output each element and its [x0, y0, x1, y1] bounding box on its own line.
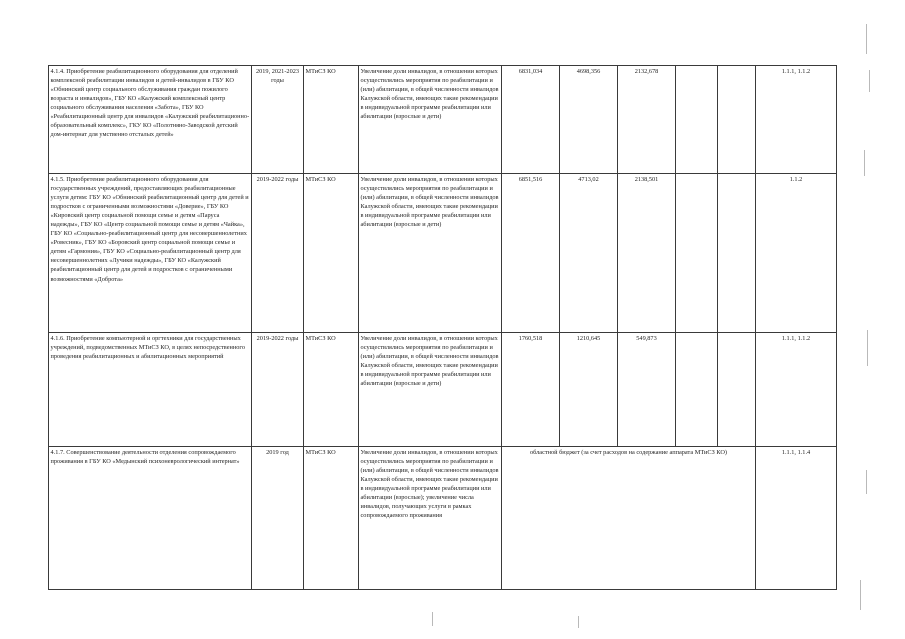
- funding-value: [676, 66, 718, 174]
- measure-years: 2019 год: [252, 447, 304, 590]
- funding-value: 1210,645: [560, 333, 618, 447]
- measure-indicators: 1.1.1, 1.1.2: [756, 333, 837, 447]
- measure-years: 2019-2022 годы: [252, 174, 304, 333]
- measure-years: 2019, 2021-2023 годы: [252, 66, 304, 174]
- scan-mark: [867, 330, 868, 366]
- scan-mark: [578, 616, 579, 628]
- funding-value: 549,873: [618, 333, 676, 447]
- measure-years: 2019-2022 годы: [252, 333, 304, 447]
- funding-value: [718, 174, 756, 333]
- funding-value: 4713,02: [560, 174, 618, 333]
- measure-executor: МТиСЗ КО: [304, 66, 359, 174]
- funding-value: 2132,678: [618, 66, 676, 174]
- funding-value: [718, 66, 756, 174]
- measure-result: Увеличение доли инвалидов, в отношении которых осуществлялись мероприятия по реабилитации и (или) абилитации, в общей численности инвалидов Калужской области, имеющих такие рекомендации в индивидуальной программе реабилитации или абилитации (взрослые); увеличение числа инвалидов, получающих услуги в рамках сопровождаемого проживания: [359, 447, 502, 590]
- funding-total: 1760,518: [502, 333, 560, 447]
- table-row: [49, 174, 837, 333]
- funding-total: 6831,034: [502, 66, 560, 174]
- scan-mark: [866, 24, 867, 54]
- scan-mark: [864, 150, 865, 176]
- measure-description: 4.1.4. Приобретение реабилитационного оборудования для отделений комплексной реабилитации инвалидов и детей-инвалидов в ГБУ КО «Обнинский центр социального обслуживания граждан пожилого возраста и инвалидов», ГБУ КО «Калужский комплексный центр социального обслуживания населения «Забота», ГБУ КО «Реабилитационный центр для инвалидов «Калужский реабилитационно-образовательный комплекс», ГКУ КО «Полотняно-Заводской детский дом-интернат для умственно отсталых детей»: [49, 66, 252, 174]
- measure-result: Увеличение доли инвалидов, в отношении которых осуществлялись мероприятия по реабилитации и (или) абилитации, в общей численности инвалидов Калужской области, имеющих такие рекомендации в индивидуальной программе реабилитации или абилитации (взрослые и дети): [359, 66, 502, 174]
- funding-value: 2138,501: [618, 174, 676, 333]
- table-row: [49, 447, 837, 590]
- funding-value: [718, 333, 756, 447]
- funding-total: 6851,516: [502, 174, 560, 333]
- funding-value: [676, 174, 718, 333]
- scan-mark: [860, 580, 861, 610]
- measure-result: Увеличение доли инвалидов, в отношении которых осуществлялись мероприятия по реабилитации и (или) абилитации, в общей численности инвалидов Калужской области, имеющих такие рекомендации в индивидуальной программе реабилитации или абилитации (взрослые и дети): [359, 174, 502, 333]
- measure-indicators: 1.1.2: [756, 174, 837, 333]
- scan-mark: [866, 470, 867, 494]
- measure-result: Увеличение доли инвалидов, в отношении которых осуществлялись мероприятия по реабилитации и (или) абилитации, в общей численности инвалидов Калужской области, имеющих такие рекомендации в индивидуальной программе реабилитации или абилитации (взрослые и дети): [359, 333, 502, 447]
- program-measures-table: [48, 65, 837, 590]
- funding-value: 4698,356: [560, 66, 618, 174]
- measure-executor: МТиСЗ КО: [304, 447, 359, 590]
- measure-indicators: 1.1.1, 1.1.4: [756, 447, 837, 590]
- scan-mark: [432, 612, 433, 626]
- measure-description: 4.1.6. Приобретение компьютерной и оргтехники для государственных учреждений, подведомственных МТиСЗ КО, в целях непосредственного проведения реабилитационных и абилитационных мероприятий: [49, 333, 252, 447]
- funding-note: областной бюджет (за счет расходов на содержание аппарата МТиСЗ КО): [502, 447, 756, 590]
- measure-description: 4.1.7. Совершенствование деятельности отделения сопровождаемого проживания в ГБУ КО «Медынский психоневрологический интернат»: [49, 447, 252, 590]
- funding-value: [676, 333, 718, 447]
- measure-description: 4.1.5. Приобретение реабилитационного оборудования для государственных учреждений, предоставляющих реабилитационные услуги детям: ГБУ КО «Обнинский реабилитационный центр для детей и подростков с ограниченными возможностями «Доверие», ГБУ КО «Кировский центр социальной помощи семье и детям «Паруса надежды», ГБУ КО «Центр социальной помощи семье и детям «Чайка», ГБУ КО «Социально-реабилитационный центр для несовершеннолетних «Ровесник», ГБУ КО «Боровский центр социальной помощи семье и детям «Гармония», ГБУ КО «Социально-реабилитационный центр для несовершеннолетних «Лучики надежды», ГБУ КО «Калужский реабилитационный центр для детей и подростков с ограниченными возможностями «Доброта»: [49, 174, 252, 333]
- table-row: [49, 333, 837, 447]
- scan-mark: [869, 70, 870, 92]
- measure-indicators: 1.1.1, 1.1.2: [756, 66, 837, 174]
- measure-executor: МТиСЗ КО: [304, 333, 359, 447]
- measure-executor: МТиСЗ КО: [304, 174, 359, 333]
- table-row: [49, 66, 837, 174]
